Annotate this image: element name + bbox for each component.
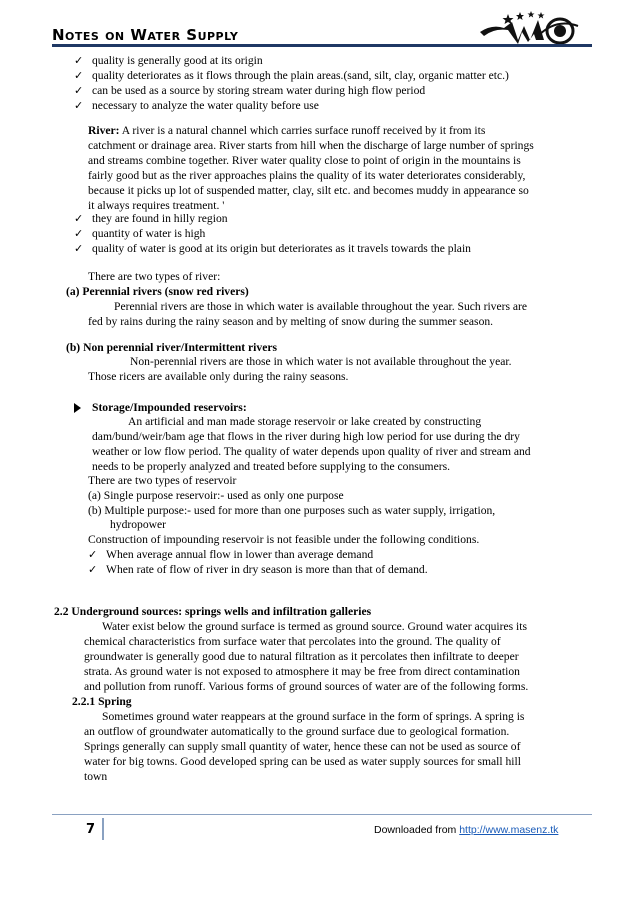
spring-text-line: Sometimes ground water reappears at the ground surface in the form of springs. A spring is xyxy=(102,710,525,723)
bullet-text: When average annual flow in lower than average demand xyxy=(106,548,374,561)
perennial-heading: (a) Perennial rivers (snow red rivers) xyxy=(66,285,249,298)
check-icon: ✓ xyxy=(88,548,98,561)
spring-text-line: Springs generally can supply small quantity of water, hence these can not be used as source of xyxy=(84,740,521,753)
check-icon: ✓ xyxy=(74,69,84,82)
page-header-title: Notes on Water Supply xyxy=(52,26,239,44)
underground-text-line: groundwater is generally good due to natural filtration as it percolates then infiltrate to deeper xyxy=(84,650,519,663)
river-paragraph-line: and streams combine together. River water quality close to point of origin in the mountains is xyxy=(88,154,521,167)
page-number: 7 xyxy=(86,822,96,837)
underground-text-line: Water exist below the ground surface is termed as ground source. Ground water acquires its xyxy=(102,620,527,633)
arrow-bullet-icon xyxy=(74,403,81,413)
storage-heading: Storage/Impounded reservoirs: xyxy=(92,401,247,414)
footer-rule xyxy=(52,814,592,815)
header-rule xyxy=(52,44,592,47)
bullet-text: quality of water is good at its origin but deteriorates as it travels towards the plain xyxy=(92,242,471,255)
storage-text-line: needs to be properly analyzed and treated before supplying to the consumers. xyxy=(92,460,450,473)
spring-text-line: an outflow of groundwater automatically to the ground surface due to geological formation. xyxy=(84,725,510,738)
check-icon: ✓ xyxy=(74,54,84,67)
reservoir-type-item-cont: hydropower xyxy=(110,518,167,531)
storage-text-line: weather or low flow period. The quality of water depends upon quality of river and stream and xyxy=(92,445,531,458)
underground-heading: 2.2 Underground sources: springs wells and infiltration galleries xyxy=(54,605,372,618)
non-perennial-heading: (b) Non perennial river/Intermittent rivers xyxy=(66,341,278,354)
river-paragraph-line: River: A river is a natural channel which carries surface runoff received by it from its xyxy=(88,124,486,137)
river-paragraph-line: catchment or drainage area. River starts from hill when the discharge of large number of springs xyxy=(88,139,534,152)
spring-text-line: town xyxy=(84,770,108,783)
perennial-text-line: Perennial rivers are those in which water is available throughout the year. Such rivers are xyxy=(114,300,528,313)
bullet-text: they are found in hilly region xyxy=(92,212,228,225)
bullet-text: quality deteriorates as it flows through the plain areas.(sand, silt, clay, organic matter etc.) xyxy=(92,69,509,82)
perennial-text-line: fed by rains during the rainy season and by melting of snow during the summer season. xyxy=(88,315,494,328)
download-link[interactable]: http://www.masenz.tk xyxy=(459,824,559,836)
download-note: Downloaded from http://www.masenz.tk xyxy=(374,824,559,836)
check-icon: ✓ xyxy=(74,84,84,97)
bullet-text: quantity of water is high xyxy=(92,227,206,240)
check-icon: ✓ xyxy=(74,242,84,255)
footer-divider xyxy=(102,818,104,840)
storage-text-line: An artificial and man made storage reservoir or lake created by constructing xyxy=(128,415,482,428)
river-paragraph-line: because it picks up lot of suspended matter, clay, silt etc. and becomes muddy in appearance so xyxy=(88,184,529,197)
river-paragraph-line: it always requires treatment. ' xyxy=(88,199,225,212)
underground-text-line: strata. As ground water is not exposed to atmosphere it may be free from direct contamination xyxy=(84,665,520,678)
underground-text-line: and pollution from runoff. Various forms of ground sources of water are of the following forms. xyxy=(84,680,529,693)
storage-text-line: dam/bund/weir/bam age that flows in the river during high low period for use during the dry xyxy=(92,430,520,443)
check-icon: ✓ xyxy=(74,227,84,240)
storage-text-line: Construction of impounding reservoir is not feasible under the following conditions. xyxy=(88,533,480,546)
spring-text-line: water for big towns. Good developed spring can be used as water supply sources for small hill xyxy=(84,755,521,768)
river-types-intro: There are two types of river: xyxy=(88,270,221,283)
underground-text-line: chemical characteristics from surface water that percolates into the ground. The quality of xyxy=(84,635,501,648)
river-label: River: xyxy=(88,124,120,137)
bullet-text: When rate of flow of river in dry season is more than that of demand. xyxy=(106,563,428,576)
check-icon: ✓ xyxy=(74,99,84,112)
reservoir-type-item: (b) Multiple purpose:- used for more than one purposes such as water supply, irrigation, xyxy=(88,504,496,517)
non-perennial-text-line: Those ricers are available only during the rainy seasons. xyxy=(88,370,349,383)
bullet-text: can be used as a source by storing stream water during high flow period xyxy=(92,84,426,97)
bullet-text: quality is generally good at its origin xyxy=(92,54,263,67)
non-perennial-text-line: Non-perennial rivers are those in which water is not available throughout the year. xyxy=(130,355,512,368)
spring-heading: 2.2.1 Spring xyxy=(72,695,132,708)
check-icon: ✓ xyxy=(74,212,84,225)
check-icon: ✓ xyxy=(88,563,98,576)
reservoir-type-item: (a) Single purpose reservoir:- used as only one purpose xyxy=(88,489,344,502)
storage-text-line: There are two types of reservoir xyxy=(88,474,237,487)
river-paragraph-line: fairly good but as the river approaches plains the quality of its water deteriorates considerably, xyxy=(88,169,526,182)
bullet-text: necessary to analyze the water quality before use xyxy=(92,99,319,112)
